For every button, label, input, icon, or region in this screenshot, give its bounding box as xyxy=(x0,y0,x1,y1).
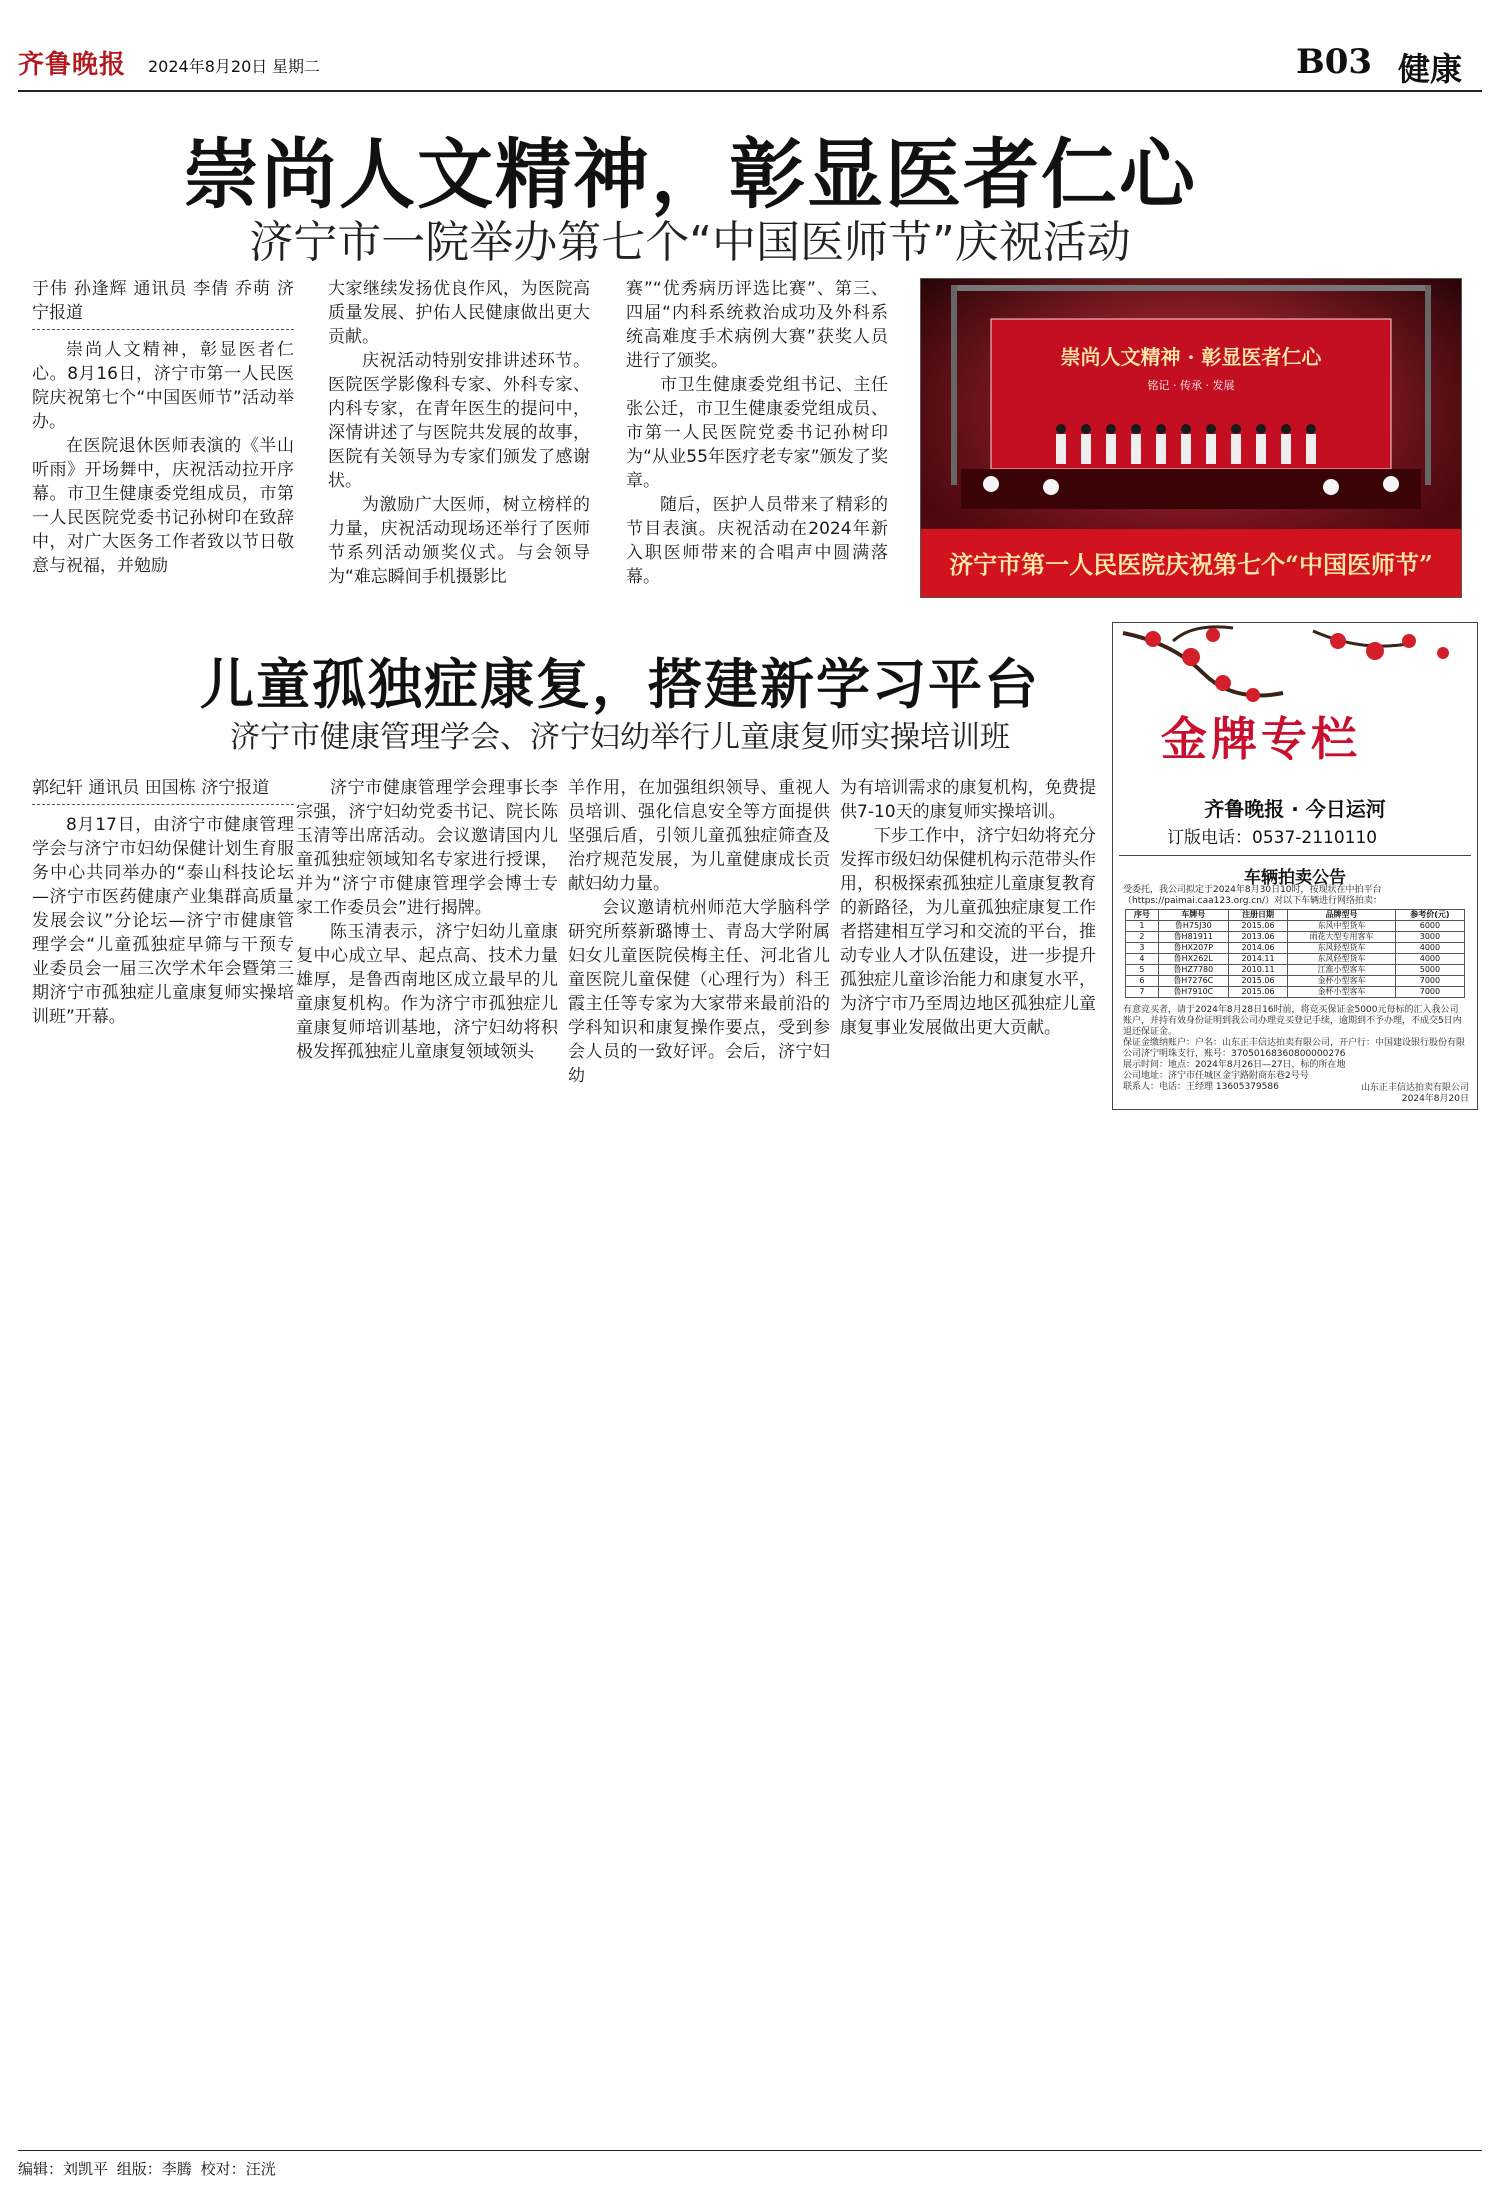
table-row xyxy=(1126,921,1465,932)
table-cell: 2 xyxy=(1126,932,1159,943)
article2-subheadline: 济宁市健康管理学会、济宁妇幼举行儿童康复师实操培训班 xyxy=(230,720,1010,755)
article1-column-3 xyxy=(626,277,888,589)
paragraph: 在医院退休医师表演的《半山听雨》开场舞中，庆祝活动拉开序幕。市卫生健康委党组成员，市第一人民医院党委书记孙树印在致辞中，对广大医务工作者致以节日敬意与祝福，并勉励 xyxy=(32,436,294,576)
paragraph: 为激励广大医师，树立榜样的力量，庆祝活动现场还举行了医师节系列活动颁奖仪式。与会领导为“难忘瞬间手机摄影比 xyxy=(328,495,590,587)
table-cell: 金杯小型客车 xyxy=(1288,976,1396,987)
auction-note: 公司地址：济宁市任城区金宇路附商东巷2号号 xyxy=(1123,1071,1309,1081)
table-cell: 7000 xyxy=(1395,976,1464,987)
table-cell: 鲁HX262L xyxy=(1158,954,1228,965)
ad-divider xyxy=(1119,855,1471,856)
table-cell: 4 xyxy=(1126,954,1159,965)
article2-column-4 xyxy=(840,776,1096,1040)
table-cell: 东风中型货车 xyxy=(1288,921,1396,932)
auction-note: 展示时间：地点：2024年8月26日—27日，标的所在地 xyxy=(1123,1060,1346,1070)
article2-column-1 xyxy=(32,776,294,1029)
ad-box xyxy=(1112,622,1478,1110)
paragraph: 庆祝活动特别安排讲述环节。医院医学影像科专家、外科专家、内科专家，在青年医生的提问中，深情讲述了与医院共发展的故事，医院有关领导为专家们颁发了感谢状。 xyxy=(328,351,590,491)
table-cell: 2013.06 xyxy=(1228,932,1287,943)
paragraph: 为有培训需求的康复机构，免费提供7-10天的康复师实操培训。 xyxy=(840,778,1096,822)
auction-company xyxy=(1361,1083,1469,1105)
company-name: 山东正丰信达拍卖有限公司 xyxy=(1360,1083,1469,1093)
table-cell: 6 xyxy=(1126,976,1159,987)
issue-date: 2024年8月20日 xyxy=(148,57,268,76)
table-header: 序号 xyxy=(1126,910,1159,921)
article1-subheadline: 济宁市一院举办第七个“中国医师节”庆祝活动 xyxy=(249,217,1131,268)
table-cell: 2015.06 xyxy=(1228,976,1287,987)
table-cell: 7000 xyxy=(1395,987,1464,998)
paragraph: 济宁市健康管理学会理事长李宗强，济宁妇幼党委书记、院长陈玉清等出席活动。会议邀请国内儿童孤独症领域知名专家进行授课，并为“济宁市健康管理学会博士专家工作委员会”进行揭牌。 xyxy=(296,778,558,918)
table-cell: 雨花大型专用客车 xyxy=(1288,932,1396,943)
paragraph: 大家继续发扬优良作风，为医院高质量发展、护佑人民健康做出更大贡献。 xyxy=(328,279,590,347)
stage-slogan: 崇尚人文精神 · 彰显医者仁心 xyxy=(1060,345,1322,369)
table-row xyxy=(1126,987,1465,998)
table-cell: 2010.11 xyxy=(1228,965,1287,976)
table-cell: 4000 xyxy=(1395,954,1464,965)
event-photo xyxy=(920,278,1462,598)
table-row xyxy=(1126,976,1465,987)
table-cell: 4000 xyxy=(1395,943,1464,954)
ad-date: 2024年8月20日 xyxy=(1401,1094,1469,1104)
table-cell: 5000 xyxy=(1395,965,1464,976)
paragraph: 市卫生健康委党组书记、主任张公迁，市卫生健康委党组成员、市第一人民医院党委书记孙树印为“从业55年医疗老专家”颁发了奖章。 xyxy=(626,375,888,491)
article1-headline: 崇尚人文精神，彰显医者仁心 xyxy=(183,130,1197,219)
article2-headline: 儿童孤独症康复，搭建新学习平台 xyxy=(200,652,1040,716)
table-cell: 东风轻型货车 xyxy=(1288,954,1396,965)
table-cell: 1 xyxy=(1126,921,1159,932)
table-cell: 2014.06 xyxy=(1228,943,1287,954)
ad-brand: 齐鲁晚报 · 今日运河 xyxy=(1204,797,1386,821)
paragraph: 下步工作中，济宁妇幼将充分发挥市级妇幼保健机构示范带头作用，积极探索孤独症儿童康复教育的新路径，为儿童孤独症康复工作者搭建相互学习和交流的平台，推动专业人才队伍建设，进一步提升孤独症儿童诊治能力和康复水平，为济宁市乃至周边地区孤独症儿童康复事业发展做出更大贡献。 xyxy=(840,826,1096,1038)
page-number: B03 xyxy=(1296,42,1373,82)
masthead-logo: 齐鲁晚报 xyxy=(18,50,127,80)
table-header-row xyxy=(1126,910,1465,921)
event-photo-image xyxy=(921,279,1461,597)
table-cell: 金杯小型客车 xyxy=(1288,987,1396,998)
article2-column-3 xyxy=(568,776,830,1088)
ad-phone: 订版电话：0537-2110110 xyxy=(1167,828,1378,848)
article1-byline: 于伟 孙逢辉 通讯员 李倩 乔萌 济宁报道 xyxy=(32,277,294,330)
table-header: 车牌号 xyxy=(1158,910,1228,921)
table-row xyxy=(1126,954,1465,965)
table-header: 注册日期 xyxy=(1228,910,1287,921)
paragraph: 崇尚人文精神，彰显医者仁心。8月16日，济宁市第一人民医院庆祝第七个“中国医师节”活动举办。 xyxy=(32,340,294,432)
stage-subslogan: 铭记 · 传承 · 发展 xyxy=(1147,379,1235,392)
table-cell: 3000 xyxy=(1395,932,1464,943)
table-cell: 鲁HX207P xyxy=(1158,943,1228,954)
footer-credits xyxy=(18,2158,280,2179)
article2-column-2 xyxy=(296,776,558,1064)
table-header: 参考价(元) xyxy=(1395,910,1464,921)
table-cell: 2015.06 xyxy=(1228,921,1287,932)
auction-note: 联系人：电话：王经理 13605379586 xyxy=(1123,1082,1279,1092)
table-cell: 2015.06 xyxy=(1228,987,1287,998)
ad-title: 金牌专栏 xyxy=(1161,712,1361,766)
auction-notes xyxy=(1123,1005,1467,1093)
auction-table xyxy=(1125,909,1465,998)
paragraph: 会议邀请杭州师范大学脑科学研究所蔡新璐博士、青岛大学附属妇女儿童医院侯梅主任、河北省儿童医院儿童保健（心理行为）科王霞主任等专家为大家带来最前沿的学科知识和康复操作要点，受到参会人员的一致好评。会后，济宁妇幼 xyxy=(568,898,830,1086)
table-cell: 鲁H7276C xyxy=(1158,976,1228,987)
table-cell: 鲁H81911 xyxy=(1158,932,1228,943)
table-cell: 鲁HZ7780 xyxy=(1158,965,1228,976)
auction-note: 有意竞买者，请于2024年8月28日16时前，将竞买保证金5000元每标的汇入我公司账户，并持有效身份证明到我公司办理竞买登记手续，逾期到不予办理，不成交5日内退还保证金。 xyxy=(1123,1005,1462,1037)
table-cell: 5 xyxy=(1126,965,1159,976)
article2-byline: 郭纪轩 通讯员 田国栋 济宁报道 xyxy=(32,776,294,805)
paragraph: 8月17日，由济宁市健康管理学会与济宁市妇幼保健计划生育服务中心共同举办的“泰山科技论坛—济宁市医药健康产业集群高质量发展会议”分论坛—济宁市健康管理学会“儿童孤独症早筛与干预专业委员会一届三次学术年会暨第三期济宁市孤独症儿童康复师实操培训班”开幕。 xyxy=(32,815,294,1027)
footer-editor: 编辑：刘凯平 xyxy=(18,2160,109,2178)
table-cell: 东风轻型货车 xyxy=(1288,943,1396,954)
footer-layout: 组版：李腾 xyxy=(116,2160,192,2178)
section-name: 健康 xyxy=(1398,50,1463,88)
paragraph: 赛”“优秀病历评选比赛”、第三、四届“内科系统救治成功及外科系统高难度手术病例大赛”获奖人员进行了颁奖。 xyxy=(626,279,888,371)
table-cell: 6000 xyxy=(1395,921,1464,932)
article1-column-2 xyxy=(328,277,590,589)
auction-note: 保证金缴纳账户：户名：山东正丰信达拍卖有限公司，开户行：中国建设银行股份有限公司济宁明珠支行，账号：37050168360800000276 xyxy=(1123,1038,1466,1059)
paragraph: 随后，医护人员带来了精彩的节目表演。庆祝活动在2024年新入职医师带来的合唱声中圆满落幕。 xyxy=(626,495,888,587)
table-row xyxy=(1126,943,1465,954)
paragraph: 陈玉清表示，济宁妇幼儿童康复中心成立早、起点高、技术力量雄厚，是鲁西南地区成立最早的儿童康复机构。作为济宁市孤独症儿童康复师培训基地，济宁妇幼将积极发挥孤独症儿童康复领域领头 xyxy=(296,922,558,1062)
issue-weekday: 星期二 xyxy=(272,57,321,76)
table-cell: 7 xyxy=(1126,987,1159,998)
table-cell: 鲁H75J30 xyxy=(1158,921,1228,932)
paragraph: 羊作用，在加强组织领导、重视人员培训、强化信息安全等方面提供坚强后盾，引领儿童孤独症筛查及治疗规范发展，为儿童健康成长贡献妇幼力量。 xyxy=(568,778,830,894)
article1-column-1 xyxy=(32,277,294,578)
table-row xyxy=(1126,965,1465,976)
table-cell: 江淮小型客车 xyxy=(1288,965,1396,976)
footer-proof: 校对：汪洸 xyxy=(200,2160,276,2178)
table-cell: 鲁H7910C xyxy=(1158,987,1228,998)
footer-rule xyxy=(18,2150,1482,2151)
auction-title: 车辆拍卖公告 xyxy=(1244,868,1346,888)
auction-intro: 受委托，我公司拟定于2024年8月30日10时，按现状在中拍平台（https://paimai.caa123.org.cn/）对以下车辆进行网络拍卖： xyxy=(1123,885,1382,906)
photo-banner: 济宁市第一人民医院庆祝第七个“中国医师节” xyxy=(949,550,1433,579)
table-cell: 2014.11 xyxy=(1228,954,1287,965)
header-rule xyxy=(18,90,1482,92)
table-cell: 3 xyxy=(1126,943,1159,954)
table-header: 品牌型号 xyxy=(1288,910,1396,921)
table-row xyxy=(1126,932,1465,943)
